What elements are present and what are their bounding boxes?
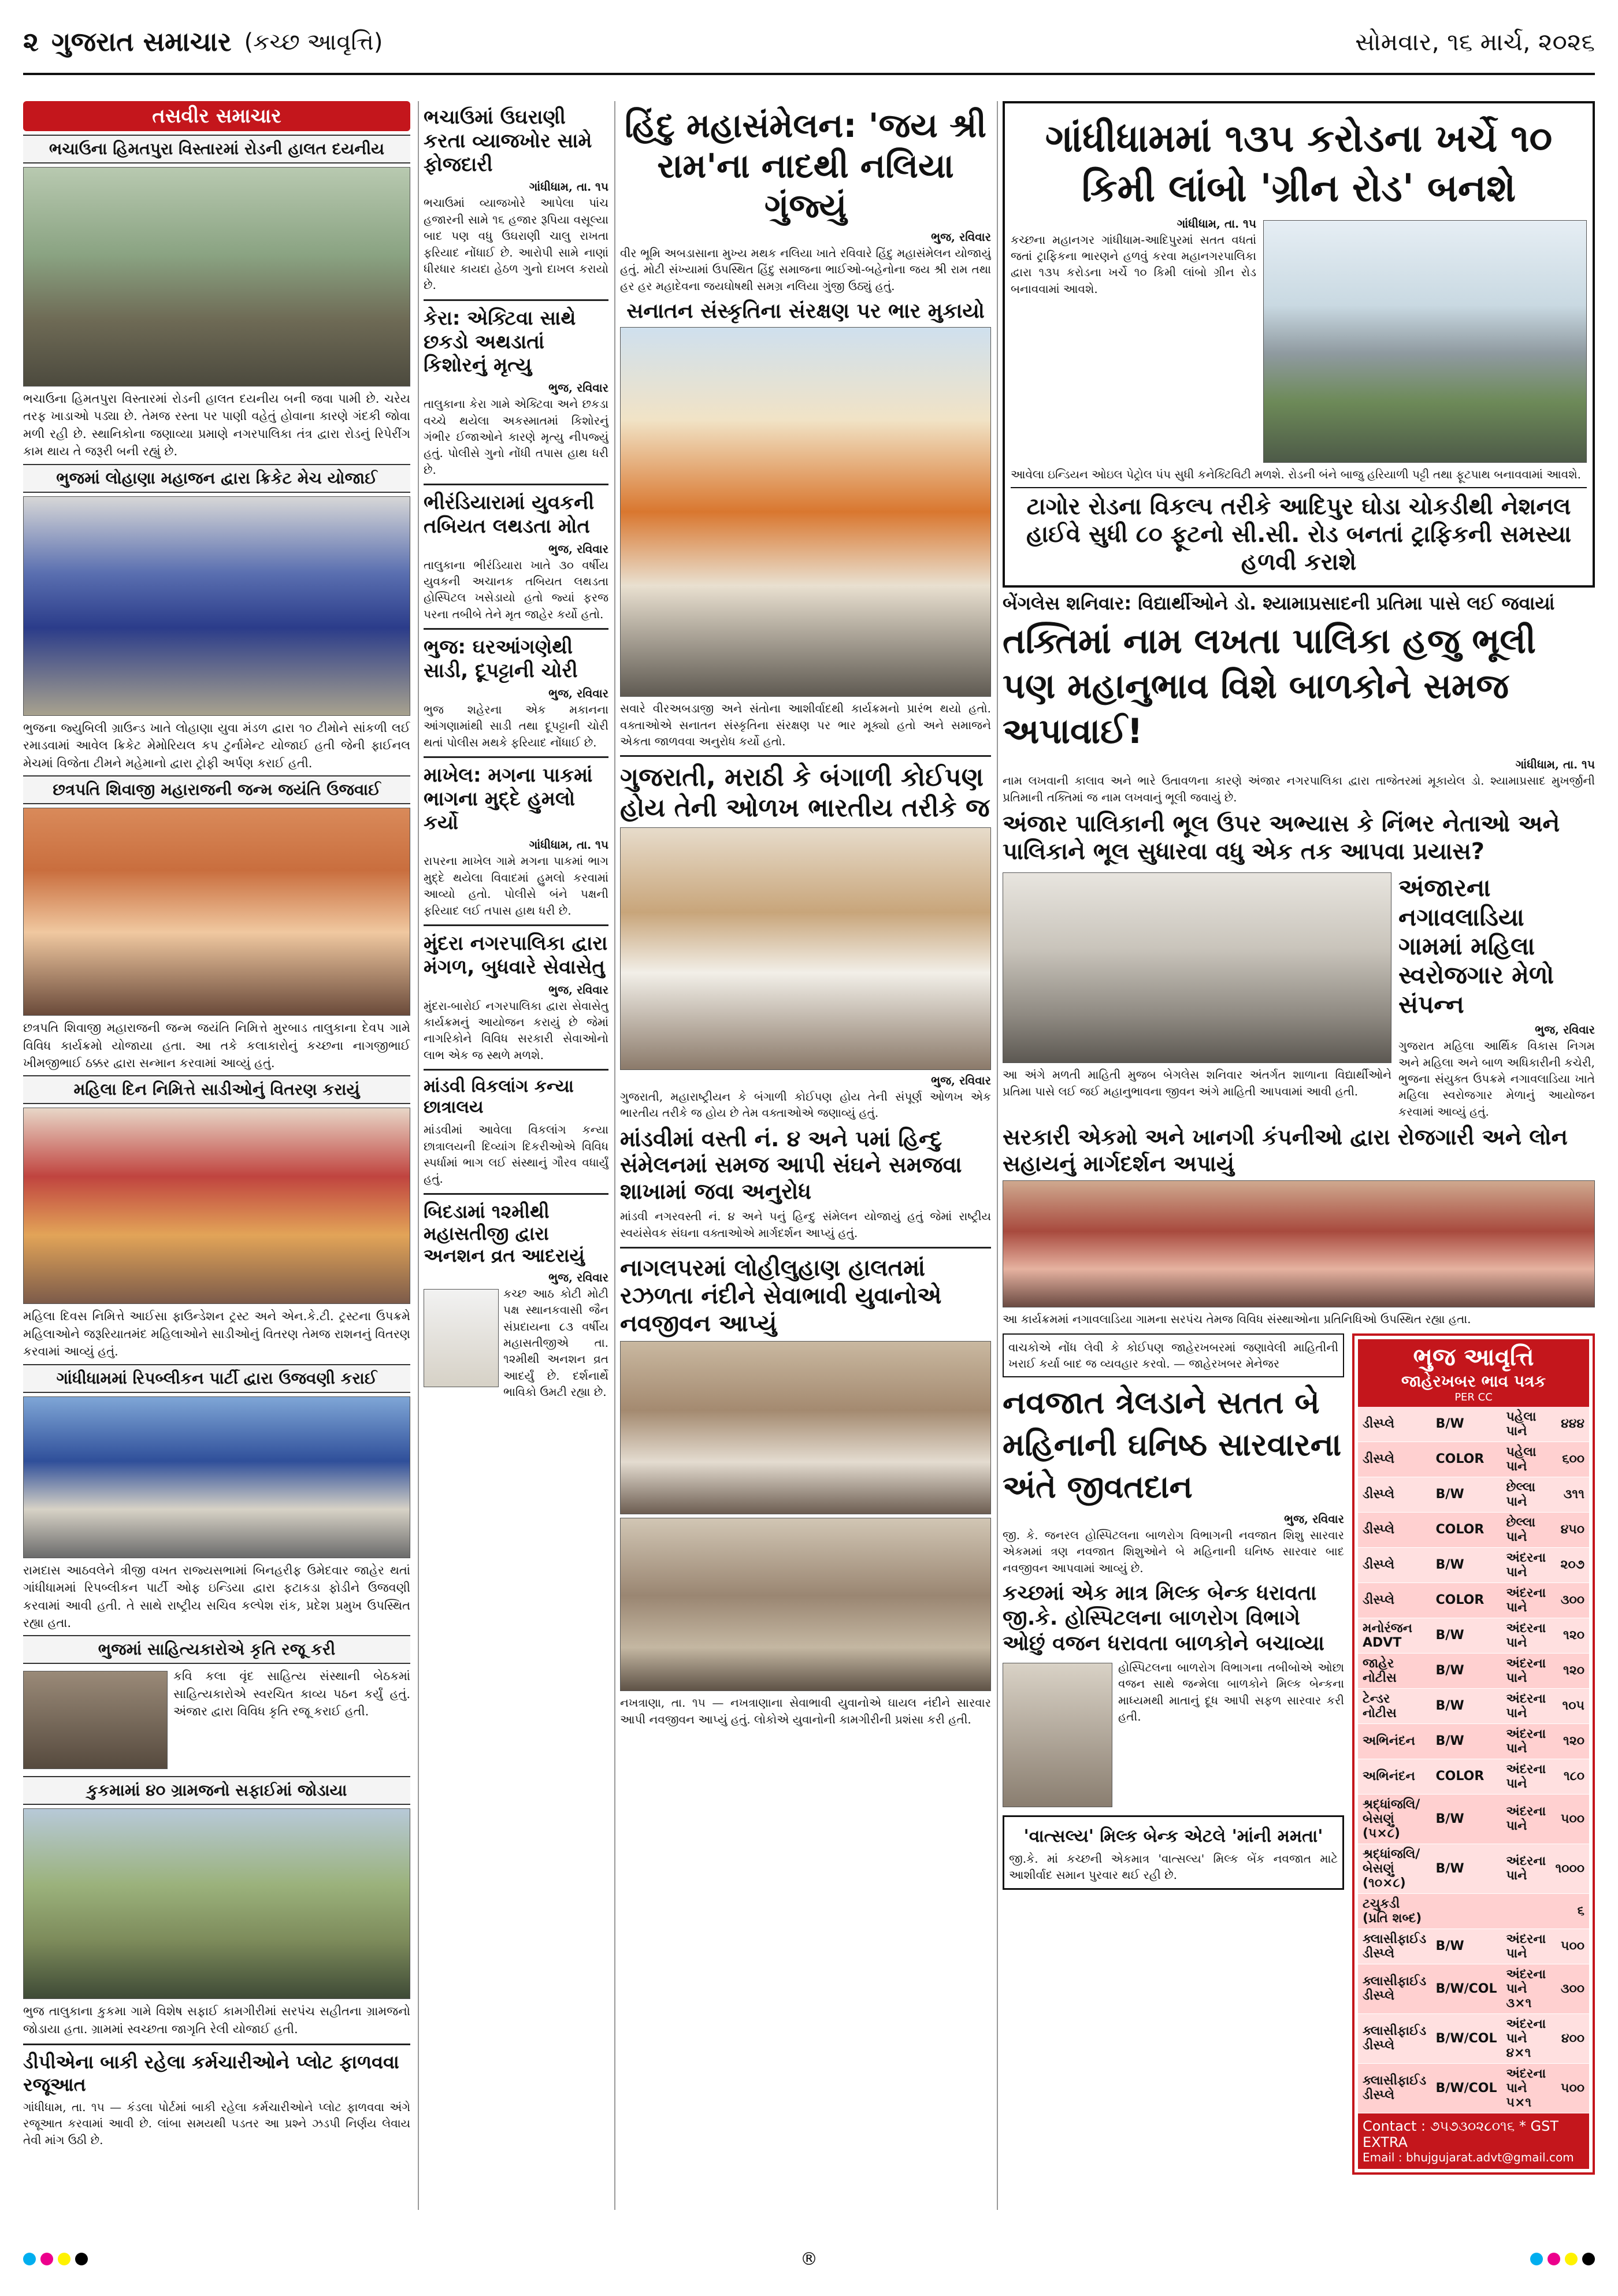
photo-caption: મહિલા દિવસ નિમિત્તે આઈસા ફાઉન્ડેશન ટ્રસ્ટ અને એન.કે.ટી. ટ્રસ્ટના ઉપક્રમે મહિલાઓને જરૂરિયાતમંદ મહિલાઓને સાડીઓનું વિતરણ તેમજ રાશનનું વિતરણ કરવામાં આવ્યું હતું. [23, 1309, 410, 1359]
photo-caption: કવિ કલા વૃંદ સાહિત્ય સંસ્થાની બેઠકમાં સાહિત્યકારોએ સ્વરચિત કાવ્ય પઠન કર્યું હતું. અંજાર દ્વારા વિવિધ કૃતિ રજૂ કરાઈ હતી. [173, 1669, 410, 1719]
ad-rate-cell: પહેલા પાને [1502, 1441, 1551, 1477]
kicker: બેંગલેસ શનિવાર: વિદ્યાર્થીઓને ડો. શ્યામાપ્રસાદની પ્રતિમા પાસે લઈ જવાયાં [1003, 592, 1555, 614]
black-dot [75, 2253, 88, 2265]
ad-rate-cell: ડીસ્પ્લે [1358, 1407, 1431, 1442]
ad-rate-cell: મનોરંજન ADVT [1358, 1618, 1431, 1653]
speakers-photo [620, 827, 991, 1070]
photo-headline: છત્રપતિ શિવાજી મહારાજની જન્મ જયંતિ ઉજવાઈ [23, 775, 410, 804]
ad-rate-cell: ૧૦૦૦ [1550, 1844, 1589, 1893]
ad-rate-row [1358, 1723, 1589, 1759]
article-body: કચ્છ આઠ કોટી મોટી પક્ષ સ્થાનકવાસી જૈન સંપ્રદાયના ૮૩ વર્ષીય મહાસતીજીએ તા. ૧૨મીથી અનશન વ્રત આદર્યું છે. દર્શનાર્થે ભાવિકો ઉમટી રહ્યા છે. [503, 1286, 608, 1399]
ad-rate-cell: B/W [1431, 1477, 1502, 1512]
headline: નાગલપરમાં લોહીલુહાણ હાલતમાં રઝળતા નંદીને સેવાભાવી યુવાનોએ નવજીવન આપ્યું [620, 1255, 942, 1338]
ad-rate-cell: ટચુકડી (પ્રતિ શબ્દ) [1358, 1893, 1431, 1929]
contact-label: Contact : [1363, 2117, 1426, 2134]
ad-rate-cell: ડીસ્પ્લે [1358, 1441, 1431, 1477]
article-body: આ કાર્યક્રમમાં નગાવલાડિયા ગામના સરપંચ તેમજ વિવિધ સંસ્થાઓના પ્રતિનિધિઓ ઉપસ્થિત રહ્યા હતા. [1003, 1312, 1471, 1327]
article-body: નામ લખવાની કાલાવ અને ભારે ઉતાવળના કારણે અંજાર નગરપાલિકા દ્વારા તાજેતરમાં મૂકાયેલ ડો. શ્યામાપ્રસાદ મુખર્જીની પ્રતિમાની તક્તિમાં જ નામ લખવાનું ભૂલી જવાયું છે. [1003, 774, 1595, 804]
headline: સરકારી એકમો અને ખાનગી કંપનીઓ દ્વારા રોજગારી અને લોન સહાયનું માર્ગદર્શન અપાયું [1003, 1124, 1568, 1176]
ad-rate-cell: અંદરના પાને [1502, 1759, 1551, 1794]
ad-rate-title: ભુજ આવૃત્તિ [1413, 1342, 1534, 1371]
ad-contact [1358, 2113, 1589, 2169]
ad-rate-cell: COLOR [1431, 1441, 1502, 1477]
ad-rate-header [1358, 1339, 1589, 1407]
ad-rate-unit: PER CC [1454, 1391, 1493, 1403]
divider [424, 924, 608, 926]
contact-number: ૭૫૭૩૦૨૮૦૧૬ [1430, 2117, 1515, 2134]
photo-headline: ભુજમાં લોહાણા મહાજન દ્વારા ક્રિકેટ મેચ યોજાઈ [23, 464, 410, 493]
ad-rate-cell: ૬૦૦ [1550, 1441, 1589, 1477]
column-sammelan [620, 101, 991, 2210]
headline: મુંદરા નગરપાલિકા દ્વારા મંગળ, બુધવારે સેવાસેતુ [424, 931, 608, 979]
ad-rate-cell: અંદરના પાને [1502, 1582, 1551, 1618]
ad-rate-cell: અંદરના પાને [1502, 1929, 1551, 1964]
ad-rate-cell: ટેન્ડર નોટીસ [1358, 1688, 1431, 1723]
headline: ભુજ: ઘરઆંગણેથી સાડી, દૂપટ્ટાની ચોરી [424, 636, 578, 683]
sammelan-photo [620, 327, 991, 697]
ad-rate-row [1358, 1477, 1589, 1512]
ad-rate-row [1358, 1688, 1589, 1723]
magenta-dot [40, 2253, 53, 2265]
column-rule [997, 101, 998, 2210]
ad-rate-subtitle: જાહેરખબર ભાવ પત્રક [1401, 1371, 1546, 1391]
article-body: હોસ્પિટલના બાળરોગ વિભાગના તબીબોએ ઓછા વજન સાથે જન્મેલા બાળકોને મિલ્ક બેન્કના માધ્યમથી માતાનું દૂધ આપી સફળ સારવાર કરી હતી. [1118, 1660, 1344, 1723]
column-lead-news [1003, 101, 1595, 2210]
divider [424, 756, 608, 758]
ad-rate-cell: ૫૦૦ [1550, 1794, 1589, 1844]
gst-note: * GST EXTRA [1363, 2117, 1558, 2150]
dateline: ગાંધીધામ, તા. ૧૫ [529, 180, 608, 194]
article-body: આ અંગે મળતી માહિતી મુજબ બેગલેસ શનિવાર અંતર્ગત શાળાના વિદ્યાર્થીઓને પ્રતિમા પાસે લઈ જઈ મહાનુભાવના જીવન અંગે માહિતી આપવામાં આવી હતી. [1003, 1068, 1391, 1098]
headline: અંજારના નગાવલાડિયા ગામમાં મહિલા સ્વરોજગાર મેળો સંપન્ન [1398, 874, 1554, 1019]
article-body: વીર ભૂમિ અબડાસાના મુખ્ય મથક નલિયા ખાતે રવિવારે હિંદુ મહાસંમેલન યોજાયું હતું. મોટી સંખ્યામાં ઉપસ્થિત હિંદુ સમાજના ભાઈઓ-બહેનોના જય શ્રી રામ તથા હર હર મહાદેવના જયઘોષથી સમગ્ર નલિયા ગુંજી ઉઠ્યું હતું. [620, 246, 991, 293]
ad-rate-cell: ડીસ્પ્લે [1358, 1547, 1431, 1582]
box-body: જી.કે. માં કચ્છની એકમાત્ર 'વાત્સલ્ય' મિલ્ક બેંક નવજાત માટે આશીર્વાદ સમાન પુરવાર થઈ રહી છે. [1009, 1851, 1338, 1882]
headline: માખેલ: મગના પાકમાં ભાગના મુદ્દે હુમલો કર્યો [424, 764, 593, 834]
ad-rate-row [1358, 1794, 1589, 1844]
ad-rate-row [1358, 1547, 1589, 1582]
ad-rate-cell: ૪૦૦ [1550, 2013, 1589, 2063]
ad-rate-cell: B/W/COL [1431, 2013, 1502, 2063]
article-body: સવારે વીરઅબડાજી અને સંતોના આશીર્વાદથી કાર્યક્રમનો પ્રારંભ થયો હતો. વક્તાઓએ સનાતન સંસ્કૃતિના સંરક્ષણ પર ભાર મૂક્યો હતો અને સમાજને એકતા જાળવવા અનુરોધ કર્યો હતો. [620, 701, 991, 748]
dateline: ગાંધીધામ, તા. ૧૫ [1177, 216, 1256, 231]
ad-rate-cell: ૩૧૧ [1550, 1477, 1589, 1512]
ad-rate-row [1358, 1407, 1589, 1442]
celebration-photo [23, 1396, 410, 1558]
milk-bank-photo [1003, 1663, 1112, 1807]
ad-rate-cell: B/W [1431, 1407, 1502, 1442]
subheadline: સનાતન સંસ્કૃતિના સંરક્ષણ પર ભાર મુકાયો [626, 299, 985, 323]
ad-rate-row [1358, 1929, 1589, 1964]
black-dot [1582, 2253, 1595, 2265]
dateline: ભુજ, રવિવાર [931, 229, 991, 244]
ad-rate-cell: શ્રદ્ધાંજલિ/બેસણું (૧૦×૮) [1358, 1844, 1431, 1893]
article-body: ગુજરાત મહિલા આર્થિક વિકાસ નિગમ અને મહિલા અને બાળ અધિકારીની કચેરી, ભુજના સંયુક્ત ઉપક્રમે નગાવલાડિયા ખાતે મહિલા સ્વરોજગાર મેળાનું આયોજન કરવામાં આવ્યું હતું. [1398, 1039, 1595, 1119]
photo-caption: ભચાઉના હિમતપુરા વિસ્તારમાં રોડની હાલત દયનીય બની જવા પામી છે. ચરેય તરફ ખાડાઓ પડ્યા છે. તેમજ રસ્તા પર પાણી વહેતું હોવાના કારણે ગંદકી જોવા મળી રહી છે. સ્થાનિકોના જણાવ્યા પ્રમાણે નગરપાલિકા તંત્ર દ્વારા રોડનું રિપેરીંગ કામ થાય તે જરૂરી બની રહ્યું છે. [23, 392, 410, 459]
ad-rate-cell: અંદરના પાને ૫×૧ [1502, 2063, 1551, 2113]
yellow-dot [58, 2253, 70, 2265]
article-body: મુંદરા-બારોઈ નગરપાલિકા દ્વારા સેવાસેતુ કાર્યક્રમનું આયોજન કરાયું છે જેમાં નાગરિકોને વિવિધ સરકારી સેવાઓનો લાભ એક જ સ્થળે મળશે. [424, 998, 608, 1062]
divider [424, 299, 608, 301]
ad-rate-cell: ૨૦૭ [1550, 1547, 1589, 1582]
column-rule [614, 101, 615, 2210]
dateline: ગાંધીધામ, તા. ૧૫ [529, 838, 608, 852]
green-road-rendering [1263, 220, 1587, 463]
registration-dots-left [23, 2253, 88, 2265]
ad-rate-cell: અંદરના પાને [1502, 1653, 1551, 1688]
ad-rate-cell: ૩૦૦ [1550, 1964, 1589, 2013]
headline: માંડવી વિકલાંગ કન્યા છાત્રાલય [424, 1076, 574, 1118]
masthead [23, 12, 1595, 75]
page-number: ૨ [23, 26, 39, 57]
column-local-news [424, 101, 608, 2210]
ad-rate-row [1358, 1653, 1589, 1688]
lead-headline: ગાંધીધામમાં ૧૩૫ કરોડના ખર્ચે ૧૦ કિમી લાંબો 'ગ્રીન રોડ' બનશે [1045, 116, 1553, 210]
headline: માંડવીમાં વસ્તી નં. ૪ અને ૫માં હિન્દુ સંમેલનમાં સમજ આપી સંઘને સમજવા શાખામાં જવા અનુરોધ [620, 1125, 962, 1204]
divider [424, 484, 608, 485]
ad-rate-cell: B/W [1431, 1929, 1502, 1964]
ad-rate-card [1352, 1333, 1595, 2175]
masthead-left [23, 26, 383, 58]
article-body: તાલુકાના કેરા ગામે એક્ટિવા અને છકડા વચ્ચે થયેલા અકસ્માતમાં કિશોરનું ગંભીર ઈજાઓને કારણે મૃત્યુ નીપજ્યું હતું. પોલીસે ગુનો નોંધી તપાસ હાથ ધરી છે. [424, 397, 608, 477]
shivaji-jayanti-photo [23, 808, 410, 1016]
ad-rate-cell: ક્લાસીફાઈડ ડીસ્પ્લે [1358, 1964, 1431, 2013]
headline: તક્તિમાં નામ લખતા પાલિકા હજુ ભૂલી પણ મહાનુભાવ વિશે બાળકોને સમજ અપાવાઈ! [1003, 621, 1536, 752]
ad-rate-cell [1502, 1893, 1551, 1929]
ad-rate-row [1358, 1964, 1589, 2013]
headline: ડીપીએના બાકી રહેલા કર્મચારીઓને પ્લોટ ફાળવવા રજૂઆત [23, 2051, 399, 2096]
ad-rate-cell: ક્લાસીફાઈડ ડીસ્પ્લે [1358, 2013, 1431, 2063]
road-photo [23, 167, 410, 387]
photo-headline: ગાંધીધામમાં રિપબ્લીકન પાર્ટી દ્વારા ઉજવણી કરાઈ [23, 1364, 410, 1393]
article-body: ભુજ શહેરના એક મકાનના આંગણામાંથી સાડી તથા દૂપટ્ટાની ચોરી થતાં પોલીસ મથકે ફરિયાદ નોંધાઈ છે. [424, 702, 608, 749]
article-body: ગાંધીધામ, તા. ૧૫ — કંડલા પોર્ટમાં બાકી રહેલા કર્મચારીઓને પ્લોટ ફાળવવા અંગે રજૂઆત કરવામાં આવી છે. લાંબા સમયથી પડતર આ પ્રશ્ને ઝડપી નિર્ણય લેવાય તેવી માંગ ઉઠી છે. [23, 2100, 410, 2147]
article-body: ભચાઉમાં વ્યાજખોરે આપેલા પાંચ હજારની સામે ૧૬ હજાર રૂપિયા વસૂલ્યા બાદ પણ વધુ ઉઘરાણી ચાલુ રાખતા ફરિયાદ નોંધાઈ છે. આરોપી સામે નાણાં ધીરધાર કાયદા હેઠળ ગુનો દાખલ કરાયો છે. [424, 196, 608, 292]
registration-mark: ® [800, 2249, 818, 2269]
ad-rate-cell: અંદરના પાને [1502, 1794, 1551, 1844]
article-body: ગુજરાતી, મહારાષ્ટ્રીયન કે બંગાળી કોઈપણ હોય તેની સંપૂર્ણ ઓળખ એક ભારતીય તરીકે જ હોય છે તેમ વક્તાઓએ જણાવ્યું હતું. [620, 1089, 991, 1120]
ad-rate-cell: અંદરના પાને [1502, 1723, 1551, 1759]
ad-rate-cell: અંદરના પાને [1502, 1547, 1551, 1582]
ad-rate-cell: B/W/COL [1431, 1964, 1502, 2013]
photo-headline: ભચાઉના હિમતપુરા વિસ્તારમાં રોડની હાલત દયનીય [23, 135, 410, 164]
ad-rate-cell: COLOR [1431, 1512, 1502, 1547]
article-body: રાપરના માખેલ ગામે મગના પાકમાં ભાગ મુદ્દે થયેલા વિવાદમાં હુમલો કરવામાં આવ્યો હતો. પોલીસે બંને પક્ષની ફરિયાદ લઈ તપાસ હાથ ધરી છે. [424, 854, 608, 917]
headline: બિદડામાં ૧૨મીથી મહાસતીજી દ્વારા અનશન વ્રત આદરાયું [424, 1200, 585, 1267]
ad-rate-cell: અભિનંદન [1358, 1723, 1431, 1759]
photo-caption: ભુજના જ્યુબિલી ગ્રાઉન્ડ ખાતે લોહાણા યુવા મંડળ દ્વારા ૧૦ ટીમોને સાંકળી લઈ રમાડવામાં આવેલ ક્રિકેટ મેમોરિયલ કપ ટુર્નામેન્ટ યોજાઈ હતી જેની ફાઈનલ મેચમાં વિજેતા ટીમને મહેમાનો દ્વારા ટ્રોફી અર્પણ કરાઈ હતી. [23, 720, 410, 770]
email-label: Email : [1363, 2150, 1402, 2164]
cleanliness-photo [23, 1808, 410, 1999]
photo-headline: ભુજમાં સાહિત્યકારોએ કૃતિ રજૂ કરી [23, 1635, 410, 1664]
article-body: જી. કે. જનરલ હોસ્પિટલના બાળરોગ વિભાગની નવજાત શિશુ સારવાર એકમમાં ત્રણ નવજાત શિશુઓને બે મહિનાની ઘનિષ્ઠ સારવાર બાદ નવજીવન આપવામાં આવ્યું છે. [1003, 1528, 1344, 1575]
headline: ભીરંડિયારામાં યુવકની તબિયત લથડતા મોત [424, 491, 595, 538]
ad-rate-cell: B/W [1431, 1688, 1502, 1723]
ad-rate-row [1358, 2013, 1589, 2063]
ad-rate-cell: અંદરના પાને [1502, 1688, 1551, 1723]
ad-rate-cell: ૧૨૦ [1550, 1723, 1589, 1759]
photo-caption: ભુજ તાલુકાના કુકમા ગામે વિશેષ સફાઈ કામગીરીમાં સરપંચ સહીતના ગ્રામજનો જોડાયા હતા. ગ્રામમાં સ્વચ્છતા જાગૃતિ રેલી યોજાઈ હતી. [23, 2004, 410, 2036]
column-rule [418, 101, 419, 2210]
students-statue-photo [1003, 872, 1391, 1063]
divider [620, 1247, 991, 1249]
headline: અંજાર પાલિકાની ભૂલ ઉપર અભ્યાસ કે નિંભર નેતાઓ અને પાલિકાને ભૂલ સુધારવા વધુ એક તક આપવા પ્રયાસ? [1003, 811, 1560, 865]
ad-rate-cell: ૫૦૦ [1550, 1929, 1589, 1964]
ad-rate-cell: છેલ્લા પાને [1502, 1477, 1551, 1512]
headline: નવજાત ત્રેલડાને સતત બે મહિનાની ઘનિષ્ઠ સારવારના અંતે જીવતદાન [1003, 1384, 1342, 1506]
divider [620, 755, 991, 757]
article-body: કચ્છના મહાનગર ગાંધીધામ-આદિપુરમાં સતત વધતાં જતાં ટ્રાફિકના ભારણને હળવું કરવા મહાનગરપાલિકા દ્વારા ૧૩૫ કરોડના ખર્ચે ૧૦ કિમી લાંબો ગ્રીન રોડ બનાવવામાં આવશે. [1011, 232, 1256, 296]
magenta-dot [1548, 2253, 1560, 2265]
ad-rate-cell: COLOR [1431, 1759, 1502, 1794]
divider [424, 1069, 608, 1071]
ad-rate-row [1358, 1441, 1589, 1477]
headline: હિંદુ મહાસંમેલન: 'જય શ્રી રામ'ના નાદથી નલિયા ગુંજ્યું [625, 106, 986, 226]
ad-rate-row [1358, 1618, 1589, 1653]
email-address: bhujgujarat.advt@gmail.com [1405, 2150, 1574, 2164]
ad-rate-cell: ક્લાસીફાઈડ ડીસ્પ્લે [1358, 2063, 1431, 2113]
print-registration-bar [23, 2250, 1595, 2268]
saree-distribution-photo [23, 1108, 410, 1304]
ad-rate-cell: ૧૨૦ [1550, 1653, 1589, 1688]
article-body: માંડવી નગરવસ્તી નં. ૪ અને ૫નું હિન્દુ સંમેલન યોજાયું હતું જેમાં રાષ્ટ્રીય સ્વયંસેવક સંઘના વક્તાઓએ માર્ગદર્શન આપ્યું હતું. [620, 1209, 991, 1240]
photo-headline: કુકમામાં ૪૦ ગ્રામજનો સફાઈમાં જોડાયા [23, 1776, 410, 1805]
box-headline: 'વાત્સલ્ય' મિલ્ક બેન્ક એટલે 'માંની મમતા' [1023, 1826, 1323, 1847]
ad-rate-cell: અંદરના પાને ૪×૧ [1502, 2013, 1551, 2063]
dateline: ભુજ, રવિવાર [548, 381, 608, 395]
article-body: નખત્રાણા, તા. ૧૫ — નખત્રાણાના સેવાભાવી યુવાનોએ ઘાયલ નંદીને સારવાર આપી નવજીવન આપ્યું હતું. લોકોએ યુવાનોની કામગીરીની પ્રશંસા કરી હતી. [620, 1696, 991, 1726]
ad-rate-cell: ડીસ્પ્લે [1358, 1477, 1431, 1512]
ad-rate-cell: ક્લાસીફાઈડ ડીસ્પ્લે [1358, 1929, 1431, 1964]
ad-rate-cell: પહેલા પાને [1502, 1407, 1551, 1442]
ad-rate-cell: B/W [1431, 1794, 1502, 1844]
dateline: ભુજ, રવિવાર [548, 541, 608, 556]
dateline: ભુજ, રવિવાર [548, 1270, 608, 1284]
ad-rate-cell: ૪૫૦ [1550, 1512, 1589, 1547]
article-body: આવેલા ઇન્ડિયન ઓઇલ પેટ્રોલ પંપ સુધી કનેક્ટિવિટી મળશે. રોડની બંને બાજુ હરિયાળી પટ્ટી તથા ફૂટપાથ બનાવવામાં આવશે. [1011, 467, 1581, 481]
ad-rate-cell: COLOR [1431, 1582, 1502, 1618]
cyan-dot [1530, 2253, 1543, 2265]
ad-rate-cell: અંદરના પાને [1502, 1844, 1551, 1893]
cyan-dot [23, 2253, 36, 2265]
ad-rate-cell: B/W/COL [1431, 2063, 1502, 2113]
ad-rate-cell: ૪૪૪ [1550, 1407, 1589, 1442]
headline: કચ્છમાં એક માત્ર મિલ્ક બેન્ક ધરાવતા જી.કે. હોસ્પિટલના બાળરોગ વિભાગે ઓછું વજન ધરાવતા બાળકોને બચાવ્યા [1003, 1581, 1324, 1655]
ad-rate-cell: ૧૮૦ [1550, 1759, 1589, 1794]
ad-rate-cell [1431, 1893, 1502, 1929]
ad-rate-row [1358, 1893, 1589, 1929]
ad-rate-cell: ૩૦૦ [1550, 1582, 1589, 1618]
dateline: ગાંધીધામ, તા. ૧૫ [1515, 757, 1595, 772]
ad-rate-table [1358, 1407, 1589, 2113]
ad-rate-cell: ૫૦૦ [1550, 2063, 1589, 2113]
ad-rate-cell: B/W [1431, 1723, 1502, 1759]
dateline: ભુજ, રવિવાર [548, 982, 608, 997]
registration-dots-right [1530, 2253, 1595, 2265]
ad-rate-cell: ડીસ્પ્લે [1358, 1512, 1431, 1547]
divider [424, 628, 608, 630]
article-body: તાલુકાના ભીરંડિયારા ખાતે ૩૦ વર્ષીય યુવકની અચાનક તબિયત લથડતા હોસ્પિટલ ખસેડાયો હતો જ્યાં ફરજ પરના તબીબે તેને મૃત જાહેર કર્યો હતો. [424, 558, 608, 621]
ad-rate-cell: અભિનંદન [1358, 1759, 1431, 1794]
subheadline: ટાગોર રોડના વિકલ્પ તરીકે આદિપુર ઘોડા ચોકડીથી નેશનલ હાઈવે સુધી ૮૦ ફૂટનો સી.સી. રોડ બનતાં ટ્રાફિકની સમસ્યા હળવી કરાશે [1011, 487, 1587, 576]
reader-notice: વાચકોએ નોંધ લેવી કે કોઈપણ જાહેરખબરમાં જણાવેલી માહિતીની ખરાઈ કર્યા બાદ જ વ્યવહાર કરવો. — જાહેરખબર મેનેજર [1003, 1333, 1344, 1378]
section-kicker: તસવીર સમાચાર [23, 101, 410, 131]
dateline: ભુજ, રવિવાર [548, 686, 608, 700]
cricket-photo [23, 496, 410, 716]
article-body: માંડવીમાં આવેલા વિકલાંગ કન્યા છાત્રાલયની દિવ્યાંગ દિકરીઓએ વિવિધ સ્પર્ધામાં ભાગ લઈ સંસ્થાનું ગૌરવ વધાર્યું હતું. [424, 1123, 608, 1186]
edition-label: (કચ્છ આવૃત્તિ) [244, 29, 383, 55]
photo-caption: રામદાસ આઠવલેને ત્રીજી વખત રાજ્યસભામાં બિનહરીફ ઉમેદવાર જાહેર થતાં ગાંધીધામમાં રિપબ્લીકન પાર્ટી ઓફ ઇન્ડિયા દ્વારા ફટાકડા ફોડીને ઉજવણી કરવામાં આવી હતી. તે સાથે રાષ્ટ્રીય સચિવ કલ્પેશ રાંક, પ્રદેશ પ્રમુખ ઉપસ્થિત રહ્યા હતા. [23, 1563, 410, 1630]
bull-rescue-photo-2 [620, 1518, 991, 1691]
dateline: ભુજ, રવિવાર [931, 1073, 991, 1087]
mahasatiji-photo [424, 1289, 499, 1387]
green-road-box [1003, 101, 1595, 588]
headline: ભચાઉમાં ઉઘરાણી કરતા વ્યાજખોર સામે ફોજદારી [424, 106, 592, 176]
ad-rate-row [1358, 1512, 1589, 1547]
ad-rate-cell: ૬ [1550, 1893, 1589, 1929]
paper-logo: ગુજરાત સમાચાર [51, 26, 232, 57]
photo-caption: છત્રપતિ શિવાજી મહારાજની જન્મ જયંતિ નિમિત્તે મુરબાડ તાલુકાના દેવપ ગામે વિવિધ કાર્યક્રમો યોજાયા હતા. આ તકે કલાકારોનું કચ્છના નાગજીભાઈ ખીમજીભાઈ ઠક્કર દ્વારા સન્માન કરવામાં આવ્યું હતું. [23, 1021, 410, 1070]
ad-rate-row [1358, 2063, 1589, 2113]
ad-rate-cell: ૧૦૫ [1550, 1688, 1589, 1723]
column-photo-news [23, 101, 410, 2210]
ad-rate-cell: શ્રદ્ધાંજલિ/બેસણું (પ×૮) [1358, 1794, 1431, 1844]
women-fair-photo [1003, 1180, 1595, 1307]
ad-rate-cell: અંદરના પાને ૩×૧ [1502, 1964, 1551, 2013]
ad-rate-row [1358, 1759, 1589, 1794]
ad-rate-cell: છેલ્લા પાને [1502, 1512, 1551, 1547]
ad-rate-cell: B/W [1431, 1844, 1502, 1893]
dateline: ભુજ, રવિવાર [1284, 1512, 1344, 1526]
photo-headline: મહિલા દિન નિમિત્તે સાડીઓનું વિતરણ કરાયું [23, 1075, 410, 1104]
issue-date: સોમવાર, ૧૬ માર્ચ, ૨૦૨૬ [1355, 28, 1595, 56]
ad-rate-cell: B/W [1431, 1618, 1502, 1653]
literature-photo [23, 1671, 168, 1769]
headline: કેરા: એક્ટિવા સાથે છકડો અથડાતાં કિશોરનું મૃત્યુ [424, 306, 576, 377]
ad-rate-row [1358, 1844, 1589, 1893]
bull-rescue-photo-1 [620, 1341, 991, 1514]
ad-rate-cell: જાહેર નોટીસ [1358, 1653, 1431, 1688]
divider [23, 2044, 410, 2045]
ad-rate-row [1358, 1582, 1589, 1618]
ad-rate-cell: ડીસ્પ્લે [1358, 1582, 1431, 1618]
headline: ગુજરાતી, મરાઠી કે બંગાળી કોઈપણ હોય તેની ઓળખ ભારતીય તરીકે જ [620, 763, 990, 823]
ad-rate-cell: B/W [1431, 1653, 1502, 1688]
divider [424, 1193, 608, 1195]
yellow-dot [1565, 2253, 1578, 2265]
ad-rate-cell: B/W [1431, 1547, 1502, 1582]
dateline: ભુજ, રવિવાર [1535, 1023, 1595, 1037]
ad-rate-cell: ૧૨૦ [1550, 1618, 1589, 1653]
ad-rate-cell: અંદરના પાને [1502, 1618, 1551, 1653]
